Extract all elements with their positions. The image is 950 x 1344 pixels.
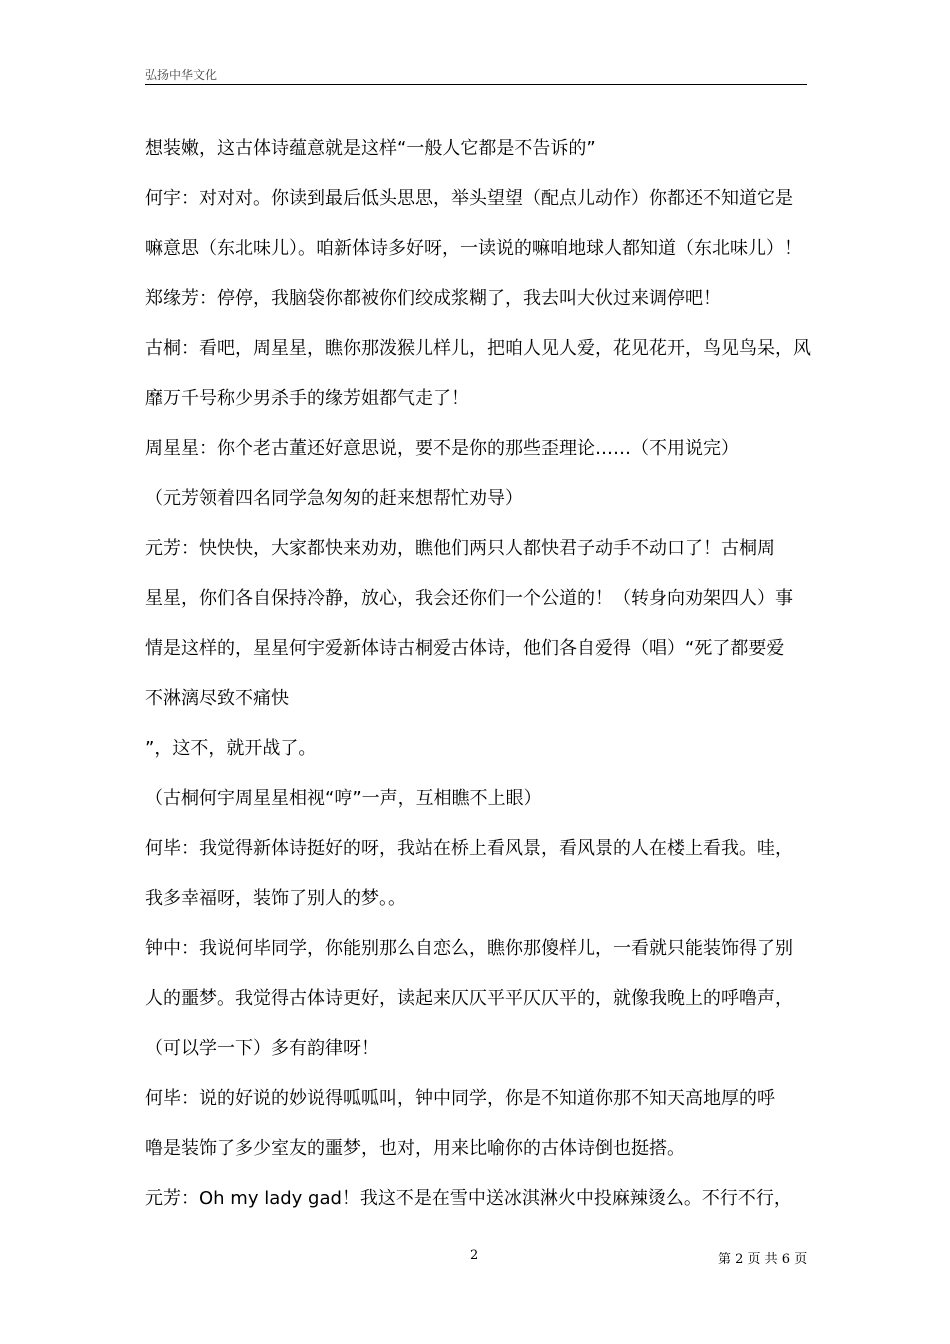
text-line: 何宇：对对对。你读到最后低头思思，举头望望（配点儿动作）你都还不知道它是 <box>145 188 793 209</box>
text-line: 古桐：看吧，周星星，瞧你那泼猴儿样儿，把咱人见人爱，花见花开，鸟见鸟呆，风 <box>145 338 811 359</box>
header-divider <box>145 84 807 85</box>
text-line: 周星星：你个老古董还好意思说，要不是你的那些歪理论……（不用说完） <box>145 438 739 459</box>
text-line: 元芳：快快快，大家都快来劝劝，瞧他们两只人都快君子动手不动口了！古桐周 <box>145 538 775 559</box>
text-line: 想装嫩，这古体诗蕴意就是这样“一般人它都是不告诉的” <box>145 138 596 159</box>
text-line: 何毕：我觉得新体诗挺好的呀，我站在桥上看风景，看风景的人在楼上看我。哇， <box>145 838 793 859</box>
text-line: 钟中：我说何毕同学，你能别那么自恋么，瞧你那傻样儿，一看就只能装饰得了别 <box>145 938 793 959</box>
text-line: （古桐何宇周星星相视“哼”一声，互相瞧不上眼） <box>145 788 542 809</box>
text-line: （元芳领着四名同学急匆匆的赶来想帮忙劝导） <box>145 488 523 509</box>
page-header: 弘扬中华文化 <box>145 68 218 82</box>
text-line: 人的噩梦。我觉得古体诗更好，读起来仄仄平平仄仄平的，就像我晚上的呼噜声， <box>145 988 793 1009</box>
text-line: 何毕：说的好说的妙说得呱呱叫，钟中同学，你是不知道你那不知天高地厚的呼 <box>145 1088 775 1109</box>
text-line: （可以学一下）多有韵律呀！ <box>145 1038 379 1059</box>
document-body <box>145 124 817 1224</box>
text-line: 郑缘芳：停停，我脑袋你都被你们绞成浆糊了，我去叫大伙过来调停吧！ <box>145 288 721 309</box>
text-line: 不淋漓尽致不痛快 <box>145 688 289 709</box>
text-line: 星星，你们各自保持冷静，放心，我会还你们一个公道的！（转身向劝架四人）事 <box>145 588 793 609</box>
text-line: 元芳：Oh my lady gad！我这不是在雪中送冰淇淋火中投麻辣烫么。不行不行， <box>145 1188 792 1209</box>
text-line: 靡万千号称少男杀手的缘芳姐都气走了！ <box>145 388 469 409</box>
text-line: 我多幸福呀，装饰了别人的梦。。 <box>145 888 406 909</box>
text-line: 噜是装饰了多少室友的噩梦，也对，用来比喻你的古体诗倒也挺搭。 <box>145 1138 685 1159</box>
text-line: 情是这样的，星星何宇爱新体诗古桐爱古体诗，他们各自爱得（唱）“死了都要爱 <box>145 638 785 659</box>
text-line: 嘛意思（东北味儿）。咱新体诗多好呀，一读说的嘛咱地球人都知道（东北味儿）！ <box>145 238 802 259</box>
page-info: 第 2 页 共 6 页 <box>718 1252 808 1267</box>
page-number: 2 <box>470 1248 479 1263</box>
text-line: ”，这不，就开战了。 <box>145 738 317 759</box>
